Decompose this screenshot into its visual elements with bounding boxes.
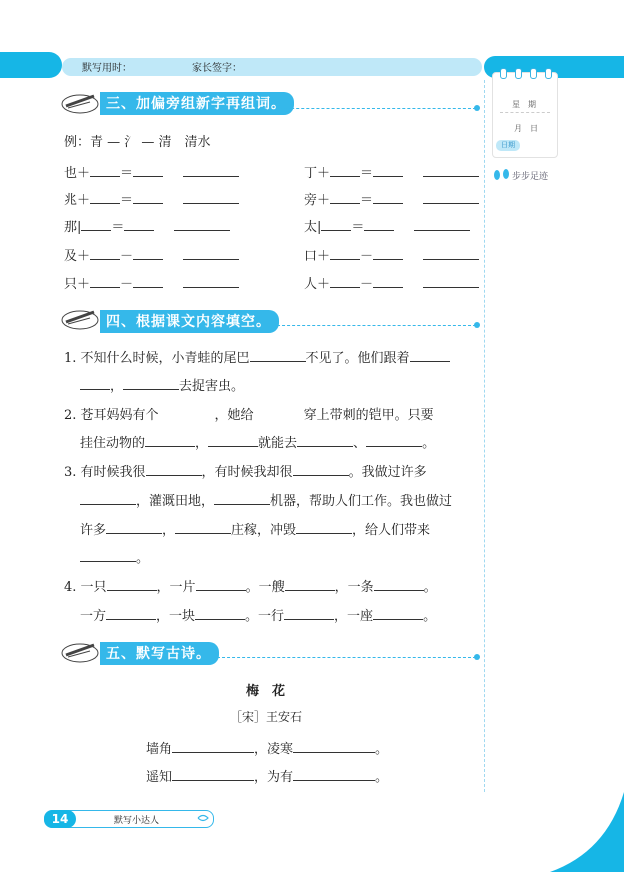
- word-row: [304, 189, 479, 208]
- poem-line2: [146, 766, 388, 785]
- pencil-book-icon: [60, 637, 102, 663]
- footprints-icon: [492, 168, 514, 182]
- text: 挂住动物的: [80, 436, 146, 451]
- row-eq: －: [120, 249, 134, 264]
- parent-sign-label: 家长签字：: [192, 63, 242, 74]
- text: 。: [375, 770, 389, 785]
- ring-icon: [515, 68, 522, 79]
- text: 机器，帮助人们工作。我也做过: [270, 494, 453, 509]
- answer-blank[interactable]: [172, 768, 254, 781]
- answer-blank[interactable]: [208, 434, 258, 447]
- text: 。: [423, 580, 437, 595]
- header-left-tab: [0, 52, 62, 78]
- text: 不见了。他们跟着: [305, 351, 410, 366]
- section3-title: 三、加偏旁组新字再组词。: [100, 92, 294, 115]
- row-char: 也: [64, 166, 78, 181]
- q3-line2: [80, 490, 452, 509]
- answer-blank[interactable]: [80, 377, 110, 390]
- word-row: [64, 216, 230, 235]
- section3-rule: [276, 108, 476, 109]
- row-char: 人: [304, 277, 318, 292]
- answer-blank[interactable]: [195, 607, 245, 620]
- q1-line1: [64, 347, 450, 366]
- row-op: |: [77, 220, 82, 235]
- pencil-book-icon: [60, 88, 102, 114]
- text: 。: [136, 551, 150, 566]
- page-corner-decoration: [550, 792, 624, 872]
- answer-blank[interactable]: [183, 275, 239, 288]
- answer-blank[interactable]: [373, 164, 403, 177]
- answer-blank[interactable]: [183, 247, 239, 260]
- answer-blank[interactable]: [373, 607, 423, 620]
- answer-blank[interactable]: [90, 247, 120, 260]
- answer-blank[interactable]: [293, 463, 349, 476]
- row-eq: －: [360, 249, 374, 264]
- row-eq: ＝: [111, 220, 125, 235]
- answer-blank[interactable]: [90, 275, 120, 288]
- answer-blank[interactable]: [123, 377, 179, 390]
- section4-rule: [272, 325, 476, 326]
- answer-blank[interactable]: [183, 191, 239, 204]
- text: 1. 不知什么时候，小青蛙的尾巴: [64, 351, 250, 366]
- text: 。一艘: [245, 580, 285, 595]
- text: 去捉害虫。: [179, 379, 245, 394]
- text: ，一块: [156, 609, 196, 624]
- row-char: 丁: [304, 166, 318, 181]
- row-op: ＋: [77, 193, 91, 208]
- q4-line2: [80, 605, 436, 624]
- word-row: [304, 216, 470, 235]
- row-char: 兆: [64, 193, 78, 208]
- ring-icon: [500, 68, 507, 79]
- row-op: ＋: [317, 193, 331, 208]
- page-number: 14: [44, 810, 76, 828]
- answer-blank[interactable]: [175, 521, 231, 534]
- row-eq: ＝: [120, 193, 134, 208]
- text: 、: [353, 436, 367, 451]
- text: 。: [423, 609, 437, 624]
- answer-blank[interactable]: [373, 247, 403, 260]
- word-row: [64, 162, 239, 181]
- answer-blank[interactable]: [90, 164, 120, 177]
- text: 。: [422, 436, 436, 451]
- text: 2. 苍耳妈妈有个: [64, 408, 159, 423]
- answer-blank[interactable]: [183, 164, 239, 177]
- answer-blank[interactable]: [330, 164, 360, 177]
- answer-blank[interactable]: [410, 349, 450, 362]
- answer-blank[interactable]: [145, 434, 195, 447]
- row-char: 只: [64, 277, 78, 292]
- answer-blank[interactable]: [133, 247, 163, 260]
- answer-blank[interactable]: [364, 218, 394, 231]
- row-char: 那: [64, 220, 78, 235]
- text: 许多: [80, 523, 107, 538]
- answer-blank[interactable]: [285, 578, 335, 591]
- side-note: 步步足迹: [512, 172, 549, 182]
- q1-line2: [80, 375, 244, 394]
- section3-example: 例：青 — 氵 — 清 清水: [64, 135, 211, 150]
- text: 3. 有时候我很: [64, 465, 146, 480]
- dictation-time-label: 默写用时：: [82, 63, 132, 74]
- row-eq: ＝: [360, 193, 374, 208]
- answer-blank[interactable]: [106, 607, 156, 620]
- answer-blank[interactable]: [133, 164, 163, 177]
- section5-title: 五、默写古诗。: [100, 642, 219, 665]
- text: ，给人们带来: [352, 523, 431, 538]
- answer-blank[interactable]: [107, 578, 157, 591]
- answer-blank[interactable]: [296, 521, 352, 534]
- answer-blank[interactable]: [214, 492, 270, 505]
- return-arrow-icon: [196, 812, 210, 824]
- answer-blank[interactable]: [146, 463, 202, 476]
- answer-blank[interactable]: [172, 740, 254, 753]
- row-op: ＋: [317, 249, 331, 264]
- answer-blank[interactable]: [133, 275, 163, 288]
- word-row: [304, 273, 479, 292]
- text: ，灌溉田地，: [136, 494, 215, 509]
- calendar-divider: [500, 112, 550, 113]
- answer-blank[interactable]: [293, 740, 375, 753]
- text: 遥知: [146, 770, 173, 785]
- answer-blank[interactable]: [423, 247, 479, 260]
- answer-blank[interactable]: [250, 349, 306, 362]
- row-char: 及: [64, 249, 78, 264]
- word-row: [64, 245, 239, 264]
- row-eq: －: [360, 277, 374, 292]
- answer-blank[interactable]: [423, 164, 479, 177]
- series-name: 默写小达人: [114, 816, 160, 826]
- answer-blank[interactable]: [174, 218, 230, 231]
- answer-blank[interactable]: [321, 218, 351, 231]
- q3-line3: [80, 519, 430, 538]
- answer-blank[interactable]: [106, 521, 162, 534]
- calendar-day-label: 星 期: [512, 100, 536, 109]
- row-char: 太: [304, 220, 318, 235]
- answer-blank[interactable]: [196, 578, 246, 591]
- text: ，一片: [156, 580, 196, 595]
- section3-dot: [474, 105, 480, 111]
- text: 庄稼，冲毁: [231, 523, 297, 538]
- text: ，: [110, 379, 124, 394]
- word-row: [304, 245, 479, 264]
- text: ，为有: [254, 770, 294, 785]
- row-char: 旁: [304, 193, 318, 208]
- text: 4. 一只: [64, 580, 107, 595]
- text: 一方: [80, 609, 107, 624]
- answer-blank[interactable]: [297, 434, 353, 447]
- answer-blank[interactable]: [423, 191, 479, 204]
- answer-blank[interactable]: [373, 275, 403, 288]
- poem-title: 梅 花: [246, 684, 286, 699]
- section5-dot: [474, 654, 480, 660]
- q2-line1: [64, 404, 434, 423]
- answer-blank[interactable]: [80, 549, 136, 562]
- answer-blank[interactable]: [133, 191, 163, 204]
- row-op: ＋: [77, 166, 91, 181]
- q4-line1: [64, 576, 437, 595]
- row-op: ＋: [77, 249, 91, 264]
- pencil-book-icon: [60, 304, 102, 330]
- word-row: [64, 273, 239, 292]
- text: 就能去: [258, 436, 298, 451]
- answer-blank[interactable]: [81, 218, 111, 231]
- ring-icon: [545, 68, 552, 79]
- text: ，她给: [214, 408, 254, 423]
- poem-author: ［宋］王安石: [230, 710, 303, 724]
- text: ，一座: [334, 609, 374, 624]
- text: ，一条: [334, 580, 374, 595]
- row-eq: ＝: [360, 166, 374, 181]
- row-eq: －: [120, 277, 134, 292]
- answer-blank[interactable]: [330, 191, 360, 204]
- row-char: 口: [304, 249, 318, 264]
- poem-line1: [146, 738, 388, 757]
- row-op: ＋: [317, 277, 331, 292]
- row-eq: ＝: [120, 166, 134, 181]
- text: 。一行: [245, 609, 285, 624]
- q3-line1: [64, 461, 427, 480]
- answer-blank[interactable]: [90, 191, 120, 204]
- answer-blank[interactable]: [374, 578, 424, 591]
- row-eq: ＝: [351, 220, 365, 235]
- row-op: ＋: [317, 166, 331, 181]
- answer-blank[interactable]: [366, 434, 422, 447]
- answer-blank[interactable]: [330, 275, 360, 288]
- text: 穿上带刺的铠甲。只要: [303, 408, 434, 423]
- word-row: [304, 162, 479, 181]
- text: ，: [195, 436, 209, 451]
- text: ，: [162, 523, 176, 538]
- answer-blank[interactable]: [414, 218, 470, 231]
- text: 。: [375, 742, 389, 757]
- answer-blank[interactable]: [124, 218, 154, 231]
- q3-line4: [80, 547, 149, 566]
- word-row: [64, 189, 239, 208]
- margin-divider: [484, 80, 485, 792]
- answer-blank[interactable]: [80, 492, 136, 505]
- row-op: ＋: [77, 277, 91, 292]
- row-op: |: [317, 220, 322, 235]
- answer-blank[interactable]: [423, 275, 479, 288]
- calendar-date-label: 月 日: [514, 124, 538, 133]
- answer-blank[interactable]: [373, 191, 403, 204]
- answer-blank[interactable]: [330, 247, 360, 260]
- calendar-tag: 日期: [496, 140, 520, 151]
- text: ，有时候我却很: [201, 465, 293, 480]
- text: ，凌寒: [254, 742, 294, 757]
- answer-blank[interactable]: [284, 607, 334, 620]
- answer-blank[interactable]: [293, 768, 375, 781]
- q2-line2: [80, 432, 435, 451]
- text: 。我做过许多: [348, 465, 427, 480]
- section4-title: 四、根据课文内容填空。: [100, 310, 279, 333]
- section4-dot: [474, 322, 480, 328]
- section5-rule: [212, 657, 476, 658]
- text: 墙角: [146, 742, 173, 757]
- ring-icon: [530, 68, 537, 79]
